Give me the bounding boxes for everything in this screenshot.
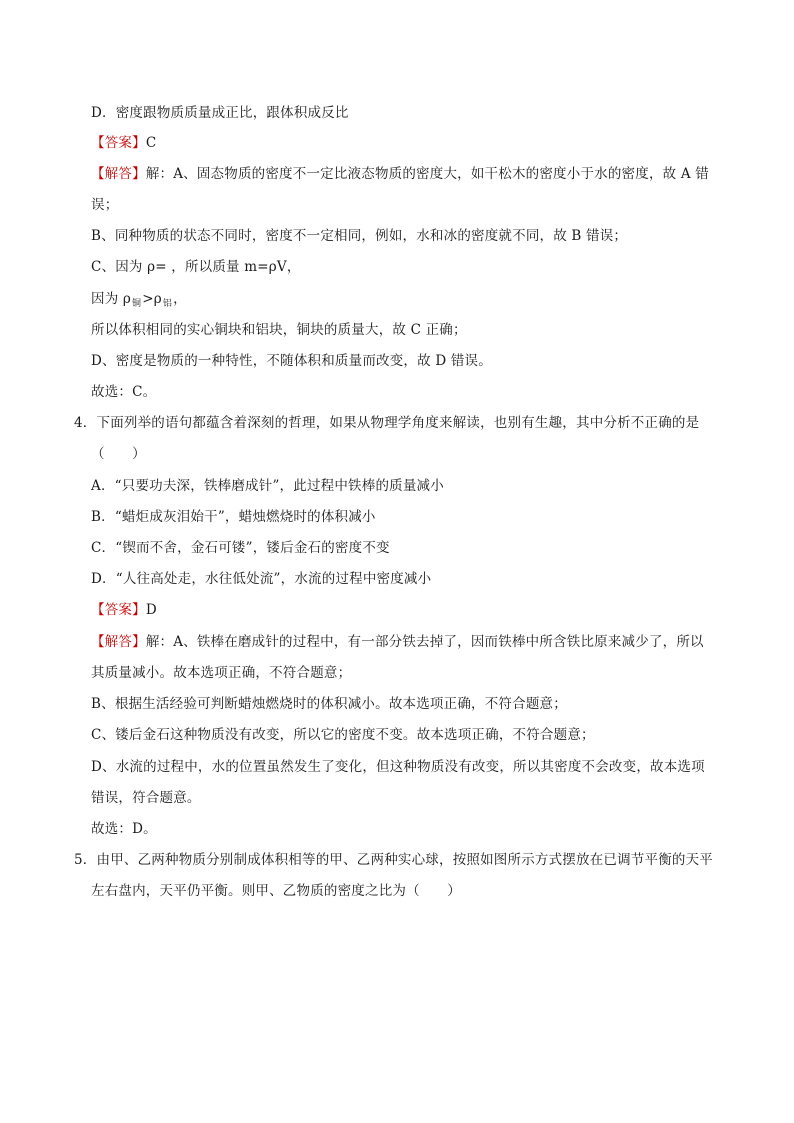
q4-analysis-line-2: 其质量减小。故本选项正确，不符合题意； xyxy=(91,665,352,681)
answer-tag: 【答案】 xyxy=(91,602,146,618)
q4-analysis-line-6: 错误，符合题意。 xyxy=(91,790,201,806)
q4-analysis-line-4: C、镂后金石这种物质没有改变，所以它的密度不变。故本选项正确，不符合题意； xyxy=(91,727,595,743)
q4-analysis-line-3: B、根据生活经验可判断蜡烛燃烧时的体积减小。故本选项正确，不符合题意； xyxy=(91,696,567,712)
because-mid: >ρ xyxy=(142,291,162,307)
answer-value: C xyxy=(145,135,157,151)
analysis-tag: 【解答】 xyxy=(91,166,146,182)
q4-option-c: C．“锲而不舍，金石可镂”，镂后金石的密度不变 xyxy=(91,540,390,556)
q4-stem-line-1: 4．下面列举的语句都蕴含着深刻的哲理，如果从物理学角度来解读，也别有生趣，其中分析不正确的是 xyxy=(74,415,700,431)
q4-answer xyxy=(91,600,157,620)
q3-answer xyxy=(91,133,156,153)
q3-because-line xyxy=(91,289,187,311)
because-suffix: ， xyxy=(173,291,187,307)
subscript-aluminum: 铝 xyxy=(162,299,173,309)
q4-option-a: A．“只要功夫深，铁棒磨成针”，此过程中铁棒的质量减小 xyxy=(91,478,444,494)
q3-analysis-line-5: 所以体积相同的实心铜块和铝块，铜块的质量大，故 C 正确； xyxy=(91,322,467,338)
answer-tag: 【答案】 xyxy=(91,135,146,151)
answer-value: D xyxy=(145,602,157,618)
q5-stem-line-1: 5．由甲、乙两种物质分别制成体积相等的甲、乙两种实心球，按照如图所示方式摆放在已调节平衡的天平 xyxy=(74,852,713,868)
q4-conclusion: 故选：D。 xyxy=(91,821,157,837)
q4-option-d: D．“人往高处走，水往低处流”，水流的过程中密度减小 xyxy=(91,571,432,587)
q3-analysis-line-1 xyxy=(91,164,709,184)
q3-analysis-line-4: C、因为 ρ= ，所以质量 m=ρV， xyxy=(91,259,301,275)
q4-stem-line-2: （ ） xyxy=(91,446,146,462)
q4-analysis-line-5: D、水流的过程中，水的位置虽然发生了变化，但这种物质没有改变，所以其密度不会改变，故本选项 xyxy=(91,759,705,775)
q3-analysis-line-3: B、同种物质的状态不同时，密度不一定相同，例如，水和冰的密度就不同，故 B 错误； xyxy=(91,228,628,244)
analysis-text: 解：A、铁棒在磨成针的过程中，有一部分铁去掉了，因而铁棒中所含铁比原来减少了，所以 xyxy=(145,634,704,650)
analysis-tag: 【解答】 xyxy=(91,634,146,650)
q3-analysis-line-2: 误； xyxy=(91,197,119,213)
q4-analysis-line-1 xyxy=(91,632,704,652)
q3-option-d: D．密度跟物质质量成正比，跟体积成反比 xyxy=(91,105,349,121)
because-prefix: 因为 ρ xyxy=(91,291,132,307)
q4-option-b: B．“蜡炬成灰泪始干”，蜡烛燃烧时的体积减小 xyxy=(91,509,376,525)
subscript-copper: 铜 xyxy=(132,299,142,309)
q5-stem-line-2: 左右盘内，天平仍平衡。则甲、乙物质的密度之比为（ ） xyxy=(91,883,461,899)
q3-conclusion: 故选：C。 xyxy=(91,384,157,400)
analysis-text: 解：A、固态物质的密度不一定比液态物质的密度大，如干松木的密度小于水的密度，故 A 错 xyxy=(145,166,709,182)
q3-analysis-line-6: D、密度是物质的一种特性，不随体积和质量而改变，故 D 错误。 xyxy=(91,353,492,369)
